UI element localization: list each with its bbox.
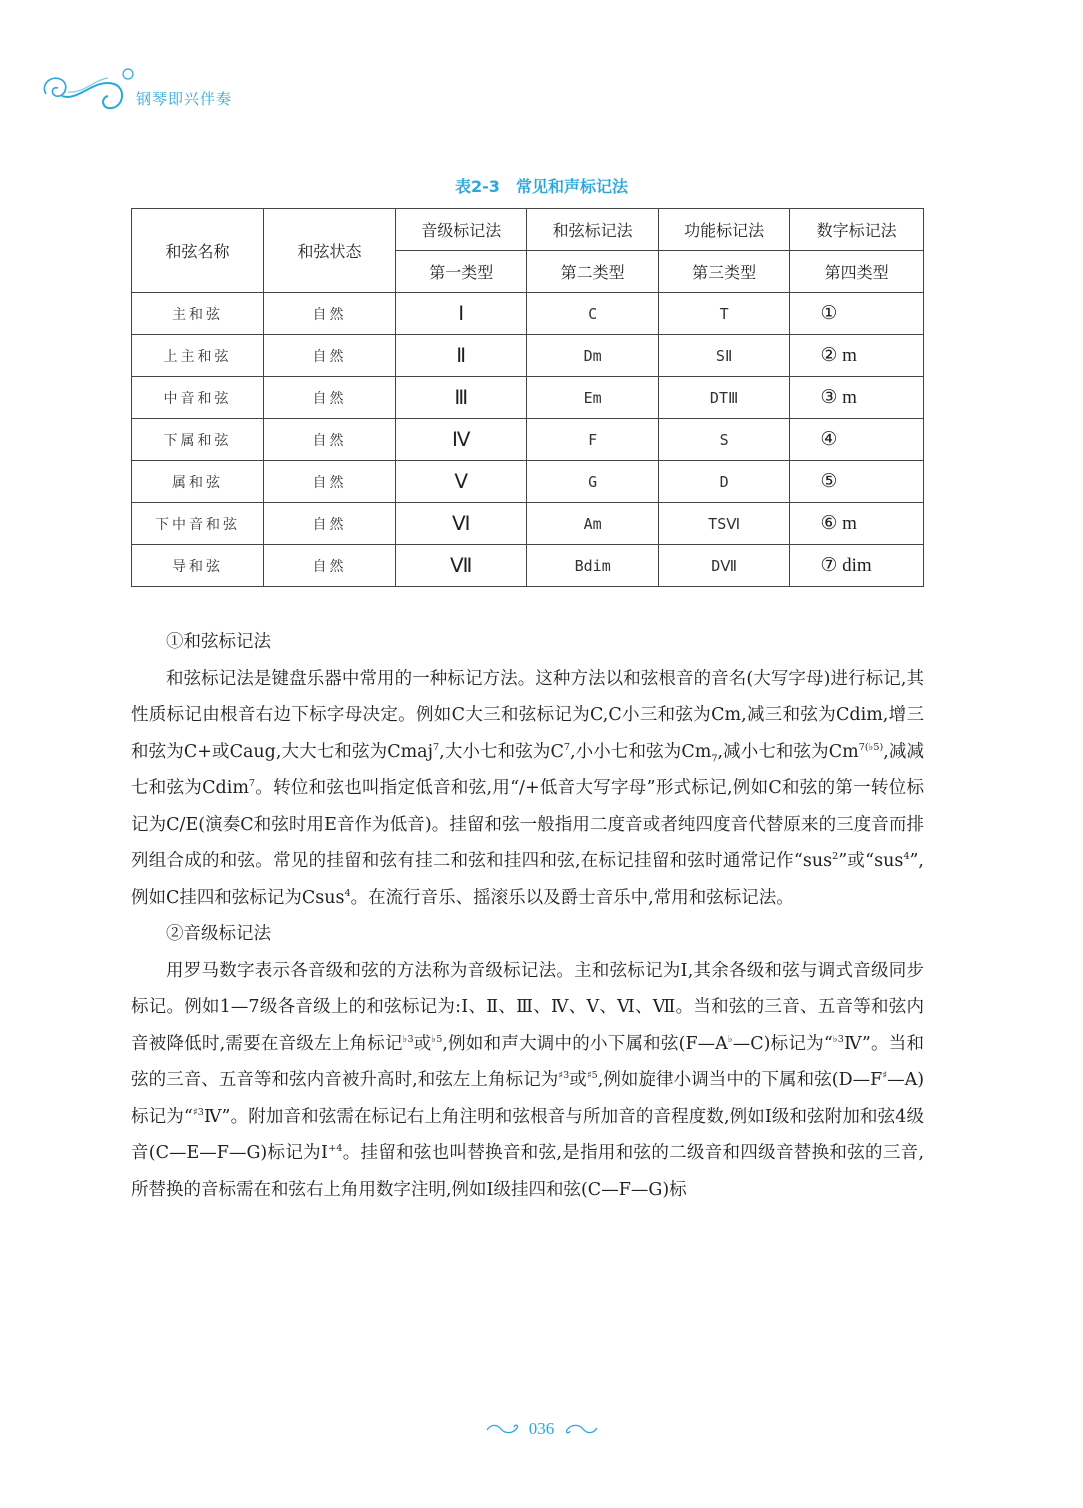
header-chord-name: 和弦名称: [132, 209, 264, 293]
running-header: [38, 66, 298, 116]
header-method: 功能标记法: [658, 209, 789, 251]
header-method: 音级标记法: [396, 209, 527, 251]
header-type: 第一类型: [396, 251, 527, 293]
right-flourish-icon: [559, 1422, 599, 1436]
swirl-ornament-icon: [38, 66, 138, 116]
cell-chord-name: 下中音和弦: [132, 503, 264, 545]
cell-chord-name: 中音和弦: [132, 377, 264, 419]
cell-chord-name: 属和弦: [132, 461, 264, 503]
page-number: 036: [528, 1419, 555, 1439]
cell-roman: Ⅴ: [396, 461, 527, 503]
cell-chord-name: 主和弦: [132, 293, 264, 335]
cell-chord-symbol: C: [527, 293, 658, 335]
cell-chord-state: 自然: [264, 461, 396, 503]
cell-digit: ⑤: [790, 461, 924, 503]
table-title: 常见和声标记法: [515, 177, 628, 196]
harmony-notation-table: [131, 208, 924, 587]
table-row: [132, 545, 924, 587]
cell-chord-state: 自然: [264, 335, 396, 377]
cell-roman: Ⅳ: [396, 419, 527, 461]
cell-function: TSⅥ: [658, 503, 789, 545]
cell-roman: Ⅱ: [396, 335, 527, 377]
cell-function: T: [658, 293, 789, 335]
cell-chord-state: 自然: [264, 419, 396, 461]
table-row: [132, 461, 924, 503]
cell-digit: ⑥ m: [790, 503, 924, 545]
cell-chord-symbol: Em: [527, 377, 658, 419]
cell-digit: ⑦ dim: [790, 545, 924, 587]
section-heading: ②音级标记法: [166, 924, 271, 944]
header-method: 和弦标记法: [527, 209, 658, 251]
cell-chord-state: 自然: [264, 377, 396, 419]
cell-digit: ①: [790, 293, 924, 335]
cell-digit: ④: [790, 419, 924, 461]
table-number: 表2-3: [455, 177, 500, 196]
table-header-row: [132, 209, 924, 251]
cell-chord-state: 自然: [264, 293, 396, 335]
cell-chord-name: 上主和弦: [132, 335, 264, 377]
book-title: 钢琴即兴伴奏: [136, 90, 233, 108]
cell-roman: Ⅰ: [396, 293, 527, 335]
section-heading: ①和弦标记法: [166, 632, 271, 652]
table-row: [132, 293, 924, 335]
table-row: [132, 377, 924, 419]
left-flourish-icon: [485, 1422, 525, 1436]
table-row: [132, 335, 924, 377]
cell-chord-symbol: F: [527, 419, 658, 461]
header-method: 数字标记法: [790, 209, 924, 251]
cell-digit: ③ m: [790, 377, 924, 419]
page-footer: [0, 1418, 1083, 1439]
table-caption: [0, 174, 1083, 197]
table-row: [132, 419, 924, 461]
cell-chord-name: 下属和弦: [132, 419, 264, 461]
paragraph: 和弦标记法是键盘乐器中常用的一种标记方法。这种方法以和弦根音的音名(大写字母)进行标记,其性质标记由根音右边下标字母决定。例如C大三和弦标记为C,C小三和弦为Cm,减三和弦为Cdim,增三和弦为C+或Caug,大大七和弦为Cmaj$^7$,大小七和弦为$C^7$,小小七和弦为$Cm_7$,减小七和弦为$Cm^{7(♭5)}$,减减七和弦为Cdim$^7$。转位和弦也叫指定低音和弦,用“/+低音大写字母”形式标记,例如C和弦的第一转位标记为C/E(演奏C和弦时用E音作为低音)。挂留和弦一般指用二度音或者纯四度音代替原来的三度音而排列组合成的和弦。常见的挂留和弦有挂二和弦和挂四和弦,在标记挂留和弦时通常记作“sus$^2$”或“sus$^4$”,例如C挂四和弦标记为Csus$^4$。在流行音乐、摇滚乐以及爵士音乐中,常用和弦标记法。: [131, 668, 925, 908]
cell-chord-state: 自然: [264, 503, 396, 545]
cell-chord-symbol: Bdim: [527, 545, 658, 587]
cell-chord-name: 导和弦: [132, 545, 264, 587]
cell-roman: Ⅵ: [396, 503, 527, 545]
paragraph: 用罗马数字表示各音级和弦的方法称为音级标记法。主和弦标记为Ⅰ,其余各级和弦与调式音级同步标记。例如1—7级各音级上的和弦标记为:Ⅰ、Ⅱ、Ⅲ、Ⅳ、Ⅴ、Ⅵ、Ⅶ。当和弦的三音、五音等和弦内音被降低时,需要在音级左上角标记$^{♭3}$或$^{♭5}$,例如和声大调中的小下属和弦(F—A♭—C)标记为“$^{♭3}$Ⅳ”。当和弦的三音、五音等和弦内音被升高时,和弦左上角标记为$^{♯3}$或$^{♯5}$,例如旋律小调当中的下属和弦(D—F♯—A)标记为“$^{♯3}$Ⅳ”。附加音和弦需在标记右上角注明和弦根音与所加音的音程度数,例如Ⅰ级和弦附加和弦4级音(C—E—F—G)标记为Ⅰ$^{+4}$。挂留和弦也叫替换音和弦,是指用和弦的二级音和四级音替换和弦的三音,所替换的音标需在和弦右上角用数字注明,例如Ⅰ级挂四和弦(C—F—G)标: [131, 960, 925, 1200]
header-type: 第二类型: [527, 251, 658, 293]
cell-chord-symbol: Dm: [527, 335, 658, 377]
cell-roman: Ⅶ: [396, 545, 527, 587]
table-row: [132, 503, 924, 545]
cell-chord-symbol: G: [527, 461, 658, 503]
cell-function: DTⅢ: [658, 377, 789, 419]
cell-function: DⅦ: [658, 545, 789, 587]
cell-function: SⅡ: [658, 335, 789, 377]
cell-digit: ② m: [790, 335, 924, 377]
cell-roman: Ⅲ: [396, 377, 527, 419]
header-type: 第三类型: [658, 251, 789, 293]
header-chord-state: 和弦状态: [264, 209, 396, 293]
cell-chord-symbol: Am: [527, 503, 658, 545]
body-text: [131, 624, 924, 1208]
cell-function: D: [658, 461, 789, 503]
cell-chord-state: 自然: [264, 545, 396, 587]
cell-function: S: [658, 419, 789, 461]
header-type: 第四类型: [790, 251, 924, 293]
